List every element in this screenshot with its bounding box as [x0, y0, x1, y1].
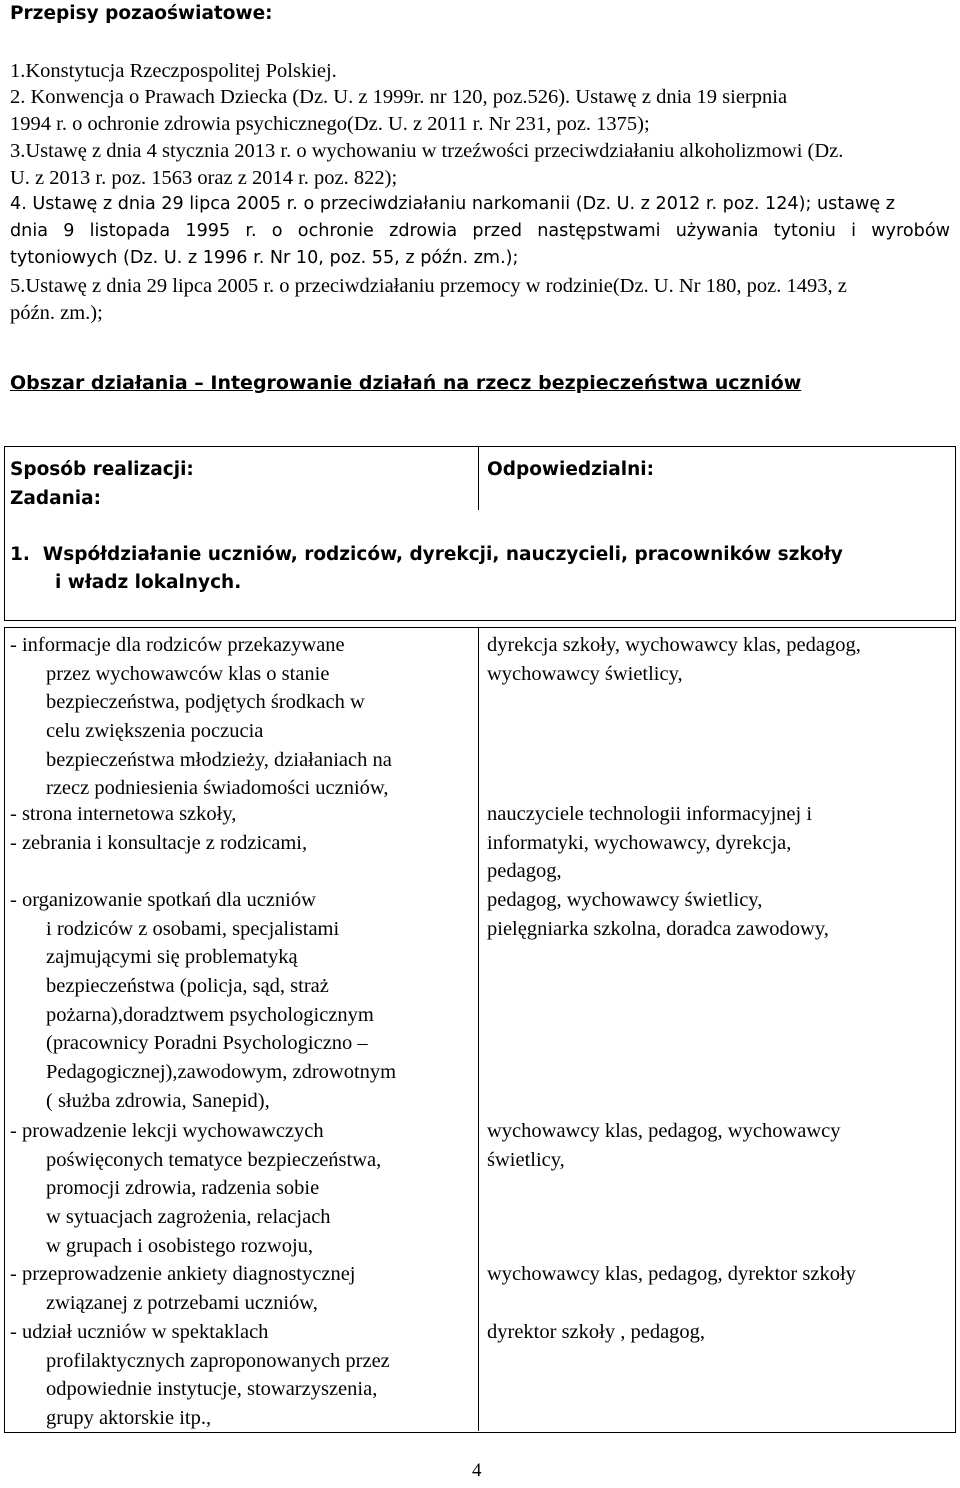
row-2-resp-line-1: nauczyciele technologii informacyjnej i — [487, 803, 813, 825]
law-5-line-1: 5.Ustawę z dnia 29 lipca 2005 r. o przeciwdziałaniu przemocy w rodzinie(Dz. U. Nr 180, poz. 1493, z — [10, 275, 847, 297]
law-4-line-3: tytoniowych (Dz. U. z 1996 r. Nr 10, poz. 55, z późn. zm.); — [10, 248, 519, 268]
row-5-line-1: - przeprowadzenie ankiety diagnostycznej — [10, 1263, 356, 1285]
row-2-responsible — [487, 800, 950, 886]
row-2-line-1: - strona internetowa szkoły, — [10, 803, 237, 825]
row-3-activities — [10, 886, 472, 1116]
row-4-resp-line-2: świetlicy, — [487, 1148, 565, 1171]
row-6-activities — [10, 1318, 472, 1433]
row-3-line-2: i rodziców z osobami, specjalistami — [46, 917, 340, 940]
row-2-activities — [10, 800, 472, 857]
row-3-line-5: pożarna),doradztwem psychologicznym — [46, 1003, 374, 1026]
body-divider — [478, 627, 479, 1431]
row-3-responsible — [487, 886, 950, 943]
law-3-line-1: 3.Ustawę z dnia 4 stycznia 2013 r. o wychowaniu w trzeźwości przeciwdziałaniu alkoholizmowi (Dz. — [10, 140, 844, 162]
tasks-label: Zadania: — [10, 488, 102, 509]
row-4-line-1: - prowadzenie lekcji wychowawczych — [10, 1120, 324, 1142]
row-6-resp-line-1: dyrektor szkoły , pedagog, — [487, 1321, 706, 1343]
task-1-line-2: i władz lokalnych. — [55, 572, 242, 593]
row-4-resp-line-1: wychowawcy klas, pedagog, wychowawcy — [487, 1120, 841, 1142]
row-3-resp-line-1: pedagog, wychowawcy świetlicy, — [487, 889, 763, 911]
row-4-responsible — [487, 1117, 950, 1174]
row-3-resp-line-2: pielęgniarka szkolna, doradca zawodowy, — [487, 917, 829, 940]
law-4-line-2: dnia 9 listopada 1995 r. o ochronie zdrowia przed następstwami używania tytoniu i wyrobów — [10, 221, 950, 241]
row-3-line-8: ( służba zdrowia, Sanepid), — [46, 1089, 270, 1112]
row-4-line-2: poświęconych tematyce bezpieczeństwa, — [46, 1148, 382, 1171]
law-4-line-1: 4. Ustawę z dnia 29 lipca 2005 r. o przeciwdziałaniu narkomanii (Dz. U. z 2012 r. poz. 124); ustawę z — [10, 194, 896, 214]
row-2-resp-line-3: pedagog, — [487, 860, 562, 883]
row-6-line-1: - udział uczniów w spektaklach — [10, 1321, 269, 1343]
area-title: Obszar działania – Integrowanie działań na rzecz bezpieczeństwa uczniów — [10, 372, 802, 394]
row-6-line-2: profilaktycznych zaproponowanych przez — [46, 1349, 390, 1372]
row-6-line-4: grupy aktorskie itp., — [46, 1407, 212, 1430]
row-4-line-3: promocji zdrowia, radzenia sobie — [46, 1177, 320, 1200]
law-5-line-2: późn. zm.); — [10, 302, 103, 324]
row-5-resp-line-1: wychowawcy klas, pedagog, dyrektor szkoły — [487, 1263, 856, 1285]
task-1-line-1: 1. Współdziałanie uczniów, rodziców, dyrekcji, nauczycieli, pracowników szkoły — [10, 544, 843, 565]
row-5-responsible — [487, 1260, 950, 1289]
row-4-activities — [10, 1117, 472, 1260]
row-4-line-4: w sytuacjach zagrożenia, relacjach — [46, 1206, 331, 1229]
row-5-activities — [10, 1260, 472, 1317]
page-number: 4 — [472, 1460, 482, 1481]
row-1-line-1: - informacje dla rodziców przekazywane — [10, 634, 345, 656]
row-1-resp-line-1: dyrekcja szkoły, wychowawcy klas, pedagog, — [487, 634, 861, 656]
page-heading: Przepisy pozaoświatowe: — [10, 3, 273, 24]
law-3-line-2: U. z 2013 r. poz. 1563 oraz z 2014 r. poz. 822); — [10, 167, 398, 189]
header-divider — [478, 446, 479, 510]
row-3-line-7: Pedagogicznej),zawodowym, zdrowotnym — [46, 1061, 397, 1084]
row-6-responsible — [487, 1318, 950, 1347]
row-6-line-3: odpowiednie instytucje, stowarzyszenia, — [46, 1378, 378, 1401]
row-4-line-5: w grupach i osobistego rozwoju, — [46, 1234, 314, 1257]
row-3-line-3: zajmującymi się problematyką — [46, 946, 298, 969]
responsible-label: Odpowiedzialni: — [487, 459, 654, 480]
row-5-line-2: związanej z potrzebami uczniów, — [46, 1291, 318, 1314]
row-2-line-2: - zebrania i konsultacje z rodzicami, — [10, 831, 308, 854]
law-2-line-1: 2. Konwencja o Prawach Dziecka (Dz. U. z 1999r. nr 120, poz.526). Ustawę z dnia 19 sierpnia — [10, 86, 788, 108]
row-3-line-4: bezpieczeństwa (policja, sąd, straż — [46, 975, 329, 998]
row-1-line-6: rzecz podniesienia świadomości uczniów, — [46, 777, 389, 800]
row-1-responsible — [487, 631, 950, 688]
law-1: 1.Konstytucja Rzeczpospolitej Polskiej. — [10, 60, 337, 82]
row-1-line-5: bezpieczeństwa młodzieży, działaniach na — [46, 748, 392, 771]
row-1-line-4: celu zwiększenia poczucia — [46, 720, 264, 743]
law-2-line-2: 1994 r. o ochronie zdrowia psychicznego(Dz. U. z 2011 r. Nr 231, poz. 1375); — [10, 113, 650, 135]
row-2-resp-line-2: informatyki, wychowawcy, dyrekcja, — [487, 831, 792, 854]
row-3-line-1: - organizowanie spotkań dla uczniów — [10, 889, 316, 911]
row-1-activities — [10, 631, 472, 803]
row-1-line-3: bezpieczeństwa, podjętych środkach w — [46, 691, 365, 714]
row-3-line-6: (pracownicy Poradni Psychologiczno – — [46, 1032, 368, 1055]
method-label: Sposób realizacji: — [10, 459, 194, 480]
row-1-line-2: przez wychowawców klas o stanie — [46, 662, 330, 685]
row-1-resp-line-2: wychowawcy świetlicy, — [487, 662, 683, 685]
